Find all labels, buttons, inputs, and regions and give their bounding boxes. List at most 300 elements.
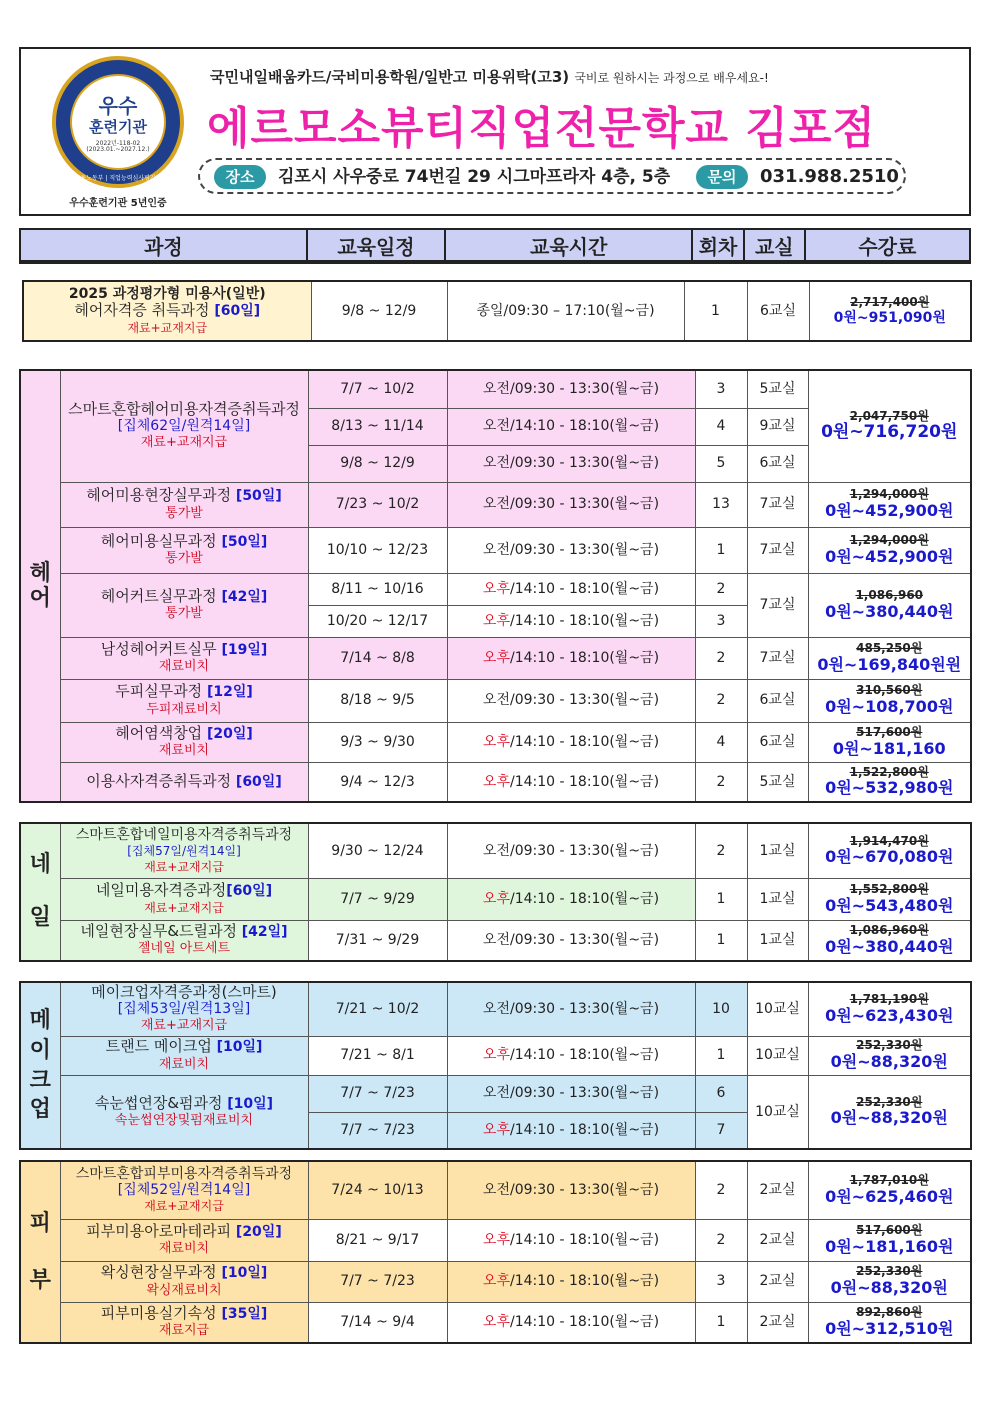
course-note: 왁싱재료비치 <box>146 1282 222 1298</box>
course-note: 통가발 <box>165 606 203 622</box>
column-header <box>19 228 971 264</box>
course-days: [10일] <box>216 1039 263 1056</box>
course-name-cell <box>60 1219 308 1261</box>
round-cell: 1 <box>695 1302 747 1343</box>
location-pill: 장소 <box>214 165 266 189</box>
course-days: [60일] <box>235 774 282 791</box>
schedule-cell: 8/11 ~ 10/16 <box>308 573 447 605</box>
schedule-cell: 9/8 ~ 12/9 <box>311 281 447 341</box>
col-fee: 수강료 <box>858 234 917 259</box>
fee-cell <box>808 920 971 961</box>
time-cell <box>447 1302 695 1343</box>
table-row <box>20 527 971 573</box>
round-cell: 2 <box>695 762 747 802</box>
old-price: 1,294,000원 <box>849 487 929 502</box>
course-name-cell <box>23 281 311 341</box>
fee-cell <box>808 527 971 573</box>
time-range: /09:30 - 13:30(월~금) <box>509 496 660 513</box>
course-note: 젤네일 아트세트 <box>137 941 231 957</box>
course-days: [10일] <box>221 1265 268 1282</box>
table-row <box>20 637 971 679</box>
time-range: /14:10 - 18:10(월~금) <box>509 1273 660 1290</box>
category-label: 헤어 <box>29 560 51 611</box>
schedule-cell: 9/8 ~ 12/9 <box>308 445 447 482</box>
course-note: 재료+교재지급 <box>127 320 208 335</box>
table-row <box>20 982 971 1036</box>
room-cell: 10교실 <box>747 982 808 1036</box>
course-name-cell <box>60 1302 308 1343</box>
new-price: 0원~88,320원 <box>830 1052 948 1072</box>
room-cell: 6교실 <box>747 445 808 482</box>
time-cell <box>447 527 695 573</box>
time-period: 오후 <box>482 1314 510 1331</box>
time-cell: 종일/09:30 – 17:10(월~금) <box>447 281 684 341</box>
new-price: 0원~670,080원 <box>825 847 954 867</box>
schedule-cell: 9/4 ~ 12/3 <box>308 762 447 802</box>
schedule-cell: 8/18 ~ 9/5 <box>308 679 447 722</box>
fee-cell <box>808 982 971 1036</box>
round-cell: 2 <box>695 637 747 679</box>
makeup-table <box>19 981 972 1150</box>
course-name-cell <box>60 722 308 762</box>
room-cell: 5교실 <box>747 762 808 802</box>
old-price: 517,600원 <box>856 1222 923 1237</box>
round-cell: 1 <box>695 920 747 961</box>
time-period: 오전 <box>482 932 510 949</box>
time-period: 오전 <box>482 1085 510 1102</box>
course-note: 재료+교재지급 <box>144 900 224 915</box>
fee-cell <box>809 281 971 341</box>
course-name: 헤어염색창업 <box>115 723 207 742</box>
table-row <box>20 1075 971 1112</box>
time-period: 오후 <box>482 1231 510 1248</box>
course-days: [집체57일/원격14일] <box>127 843 241 858</box>
new-price: 0원~951,090원 <box>833 309 946 326</box>
course-name-cell <box>60 920 308 961</box>
course-days: [60일] <box>226 883 273 900</box>
table-row <box>20 573 971 605</box>
round-cell: 10 <box>695 982 747 1036</box>
nail-table <box>19 822 972 962</box>
course-days: [35일] <box>221 1306 268 1323</box>
schedule-cell: 10/20 ~ 12/17 <box>308 605 447 637</box>
room-cell: 6교실 <box>747 281 809 341</box>
new-price: 0원~380,440원 <box>825 936 954 956</box>
time-cell <box>447 878 695 920</box>
room-cell: 2교실 <box>747 1219 808 1261</box>
room-cell: 10교실 <box>747 1036 808 1075</box>
course-name-cell <box>60 1261 308 1302</box>
course-name: 남성헤어커트실무 <box>100 639 222 658</box>
course-name-cell <box>60 370 308 482</box>
old-price: 1,294,000원 <box>849 532 929 547</box>
time-range: /14:10 - 18:10(월~금) <box>509 1047 660 1064</box>
badge-line2: 훈련기관 <box>89 118 147 136</box>
course-days: [50일] <box>235 488 282 505</box>
time-cell <box>447 408 695 445</box>
course-days: [집체62일/원격14일] <box>117 418 251 435</box>
col-time: 교육시간 <box>446 230 693 260</box>
time-range: /09:30 - 13:30(월~금) <box>509 1001 660 1018</box>
badge-arc-text: 고용노동부 | 직업능력심사평가원 <box>74 175 162 182</box>
time-cell <box>447 370 695 408</box>
course-name-cell <box>60 1075 308 1149</box>
course-days: [집체52일/원격14일] <box>117 1182 251 1199</box>
time-period: 오후 <box>482 1047 510 1064</box>
table-row <box>20 1261 971 1302</box>
old-price: 1,787,010원 <box>849 1173 929 1188</box>
badge-line4: (2023.01.~2027.12.) <box>86 146 150 153</box>
col-course: 과정 <box>21 230 308 260</box>
time-period: 오전 <box>482 381 510 398</box>
fee-cell <box>808 1261 971 1302</box>
round-cell: 4 <box>695 722 747 762</box>
course-days: [42일] <box>241 924 288 941</box>
time-range: /09:30 - 13:30(월~금) <box>509 932 660 949</box>
tagline-small: 국비로 원하시는 과정으로 배우세요-! <box>574 71 769 85</box>
room-cell: 1교실 <box>747 920 808 961</box>
schedule-cell: 7/21 ~ 10/2 <box>308 982 447 1036</box>
course-name: 스마트혼합네일미용자격증취득과정 <box>75 826 293 843</box>
table-row <box>20 762 971 802</box>
course-name: 이용사자격증취득과정 <box>86 772 236 791</box>
schedule-cell: 7/7 ~ 10/2 <box>308 370 447 408</box>
course-note: 재료비치 <box>158 1241 210 1257</box>
round-cell: 3 <box>695 1261 747 1302</box>
room-cell: 5교실 <box>747 370 808 408</box>
course-name: 왁싱현장실무과정 <box>100 1263 222 1282</box>
schedule-cell: 8/13 ~ 11/14 <box>308 408 447 445</box>
time-period: 오전 <box>482 842 510 859</box>
schedule-cell: 7/14 ~ 8/8 <box>308 637 447 679</box>
fee-cell <box>808 823 971 878</box>
course-name: 스마트혼합헤어미용자격증취득과정 <box>68 400 300 419</box>
course-days: [50일] <box>221 533 268 550</box>
room-cell: 7교실 <box>747 637 808 679</box>
badge-caption: 우수훈련기관 5년인증 <box>69 198 167 209</box>
old-price: 1,086,960원 <box>849 923 929 938</box>
round-cell: 2 <box>695 1161 747 1219</box>
course-note: 통가발 <box>165 551 203 567</box>
fee-cell <box>808 1075 971 1149</box>
table-row <box>20 482 971 527</box>
room-cell: 10교실 <box>747 1075 808 1149</box>
course-name: 두피실무과정 <box>115 682 207 701</box>
round-cell: 2 <box>695 823 747 878</box>
table-row <box>20 1161 971 1219</box>
course-days: [12일] <box>206 684 253 701</box>
course-name: 피부미용아로마테라피 <box>86 1221 236 1240</box>
course-name-cell <box>60 482 308 527</box>
table-row <box>20 878 971 920</box>
round-cell: 5 <box>695 445 747 482</box>
round-cell: 7 <box>695 1112 747 1149</box>
course-note: 재료지급 <box>158 1323 210 1339</box>
fee-cell <box>808 1161 971 1219</box>
schedule-cell: 7/21 ~ 8/1 <box>308 1036 447 1075</box>
time-cell <box>447 1112 695 1149</box>
course-name: 네일현장실무&드릴과정 <box>80 922 242 941</box>
time-range: /14:10 - 18:10(월~금) <box>509 418 660 435</box>
new-price: 0원~623,430원 <box>825 1005 954 1025</box>
round-cell: 1 <box>695 1036 747 1075</box>
time-cell <box>447 679 695 722</box>
course-days: [60일] <box>214 303 261 320</box>
old-price: 1,552,800원 <box>849 881 929 896</box>
room-cell: 7교실 <box>747 527 808 573</box>
room-cell: 7교실 <box>747 573 808 637</box>
time-cell <box>447 445 695 482</box>
time-period: 오전 <box>482 496 510 513</box>
room-cell: 1교실 <box>747 823 808 878</box>
new-price: 0원~108,700원 <box>825 697 954 717</box>
room-cell: 7교실 <box>747 482 808 527</box>
new-price: 0원~543,480원 <box>825 895 954 915</box>
time-range: /14:10 - 18:10(월~금) <box>509 733 660 750</box>
course-name-cell <box>60 762 308 802</box>
room-cell: 2교실 <box>747 1161 808 1219</box>
time-period: 오전 <box>482 692 510 709</box>
time-period: 오후 <box>482 773 510 790</box>
time-range: /09:30 - 13:30(월~금) <box>509 1085 660 1102</box>
old-price: 2,717,400원 <box>850 295 930 310</box>
tagline-main: 국민내일배움카드/국비미용학원/일반고 미용위탁(고3) <box>210 68 570 86</box>
badge-line3: 2022년-118-02 <box>95 140 141 147</box>
time-cell <box>447 823 695 878</box>
course-name: 2025 과정평가형 미용사(일반) <box>68 286 266 303</box>
course-name-cell <box>60 527 308 573</box>
course-note: 재료+교재지급 <box>140 1018 228 1034</box>
round-cell: 2 <box>695 1219 747 1261</box>
schedule-cell: 7/7 ~ 7/23 <box>308 1261 447 1302</box>
schedule-cell: 7/24 ~ 10/13 <box>308 1161 447 1219</box>
special-course-table <box>22 280 972 342</box>
old-price: 252,330원 <box>856 1094 923 1109</box>
time-period: 오후 <box>482 890 510 907</box>
course-name-cell <box>60 878 308 920</box>
round-cell: 2 <box>695 573 747 605</box>
table-row <box>20 370 971 408</box>
category-makeup <box>20 982 60 1149</box>
course-note: 재료+교재지급 <box>144 859 224 874</box>
old-price: 1,781,190원 <box>849 992 929 1007</box>
time-period: 오전 <box>482 455 510 472</box>
course-name: 피부미용실기속성 <box>100 1304 222 1323</box>
time-cell <box>447 1161 695 1219</box>
schedule-cell: 7/14 ~ 9/4 <box>308 1302 447 1343</box>
round-cell: 2 <box>695 679 747 722</box>
schedule-cell: 7/7 ~ 7/23 <box>308 1075 447 1112</box>
old-price: 485,250원 <box>856 640 923 655</box>
time-cell <box>447 762 695 802</box>
old-price: 892,860원 <box>856 1305 923 1320</box>
fee-cell <box>808 679 971 722</box>
course-name-cell <box>60 1036 308 1075</box>
course-name: 트랜드 메이크업 <box>105 1037 217 1056</box>
fee-cell <box>808 878 971 920</box>
schedule-cell: 7/31 ~ 9/29 <box>308 920 447 961</box>
course-name-cell <box>60 573 308 637</box>
fee-cell <box>808 482 971 527</box>
time-range: /09:30 - 13:30(월~금) <box>509 381 660 398</box>
table-row <box>23 281 971 341</box>
course-name: 속눈썹연장&펌과정 <box>94 1093 228 1112</box>
new-price: 0원~181,160원 <box>825 1236 954 1256</box>
table-row <box>20 1302 971 1343</box>
new-price: 0원~312,510원 <box>825 1318 954 1338</box>
hair-table <box>19 369 972 803</box>
round-cell: 1 <box>684 281 747 341</box>
room-cell: 2교실 <box>747 1302 808 1343</box>
course-subtitle: 헤어자격증 취득과정 <box>74 301 215 320</box>
time-period: 오전 <box>482 541 510 558</box>
course-name: 네일미용자격증과정 <box>95 881 227 900</box>
badge-line1: 우수 <box>98 94 138 118</box>
time-range: /09:30 - 13:30(월~금) <box>509 541 660 558</box>
old-price: 1,914,470원 <box>849 833 929 848</box>
old-price: 2,047,750원 <box>849 408 929 423</box>
course-name: 헤어커트실무과정 <box>100 586 222 605</box>
old-price: 252,330원 <box>856 1038 923 1053</box>
course-note: 재료비치 <box>158 659 210 675</box>
schedule-cell: 9/3 ~ 9/30 <box>308 722 447 762</box>
new-price: 0원~380,440원 <box>825 601 954 621</box>
time-period: 오전 <box>482 1182 510 1199</box>
time-range: /14:10 - 18:10(월~금) <box>509 649 660 666</box>
new-price: 0원~716,720원 <box>821 422 958 443</box>
time-range: /14:10 - 18:10(월~금) <box>509 612 660 629</box>
new-price: 0원~452,900원 <box>825 501 954 521</box>
course-days: [20일] <box>206 725 253 742</box>
schedule-cell: 9/30 ~ 12/24 <box>308 823 447 878</box>
time-range: /09:30 - 13:30(월~금) <box>509 1182 660 1199</box>
old-price: 252,330원 <box>856 1264 923 1279</box>
time-cell <box>447 573 695 605</box>
old-price: 310,560원 <box>856 683 923 698</box>
col-room: 교실 <box>745 230 806 260</box>
course-note: 두피재료비치 <box>146 701 222 717</box>
course-name-cell <box>60 637 308 679</box>
time-range: /14:10 - 18:10(월~금) <box>509 1122 660 1139</box>
round-cell: 13 <box>695 482 747 527</box>
course-name: 메이크업자격증과정(스마트) <box>91 983 277 1002</box>
fee-cell <box>808 1036 971 1075</box>
course-name-cell <box>60 1161 308 1219</box>
table-row <box>20 1036 971 1075</box>
table-row <box>20 722 971 762</box>
skin-table <box>19 1160 972 1344</box>
schedule-cell: 7/23 ~ 10/2 <box>308 482 447 527</box>
time-range: /14:10 - 18:10(월~금) <box>509 1231 660 1248</box>
table-row <box>20 679 971 722</box>
course-name: 스마트혼합피부미용자격증취득과정 <box>75 1166 293 1183</box>
category-nail <box>20 823 60 961</box>
course-days: [42일] <box>221 588 268 605</box>
round-cell: 6 <box>695 1075 747 1112</box>
round-cell: 4 <box>695 408 747 445</box>
room-cell: 1교실 <box>747 878 808 920</box>
time-period: 오후 <box>482 733 510 750</box>
time-cell <box>447 722 695 762</box>
time-period: 오전 <box>482 418 510 435</box>
time-cell <box>447 1075 695 1112</box>
room-cell: 6교실 <box>747 722 808 762</box>
old-price: 1,522,800원 <box>849 764 929 779</box>
fee-cell <box>808 1219 971 1261</box>
course-name-cell <box>60 823 308 878</box>
schedule-cell: 10/10 ~ 12/23 <box>308 527 447 573</box>
course-name: 헤어미용현장실무과정 <box>86 486 236 505</box>
col-round: 회차 <box>693 230 745 260</box>
category-label: 메이크업 <box>29 1008 51 1123</box>
col-schedule: 교육일정 <box>308 230 446 260</box>
course-note: 재료+교재지급 <box>144 1199 224 1214</box>
time-period: 오후 <box>482 580 510 597</box>
old-price: 1,086,960 <box>855 587 924 602</box>
time-cell <box>447 920 695 961</box>
course-note: 재료+교재지급 <box>140 435 228 451</box>
new-price: 0원~88,320원 <box>830 1108 948 1128</box>
school-name: 에르모소뷰티직업전문학교 김포점 <box>207 103 876 154</box>
course-note: 속눈썹연장및펌재료비치 <box>114 1112 254 1128</box>
course-name-cell <box>60 982 308 1036</box>
course-name: 헤어미용실무과정 <box>100 531 222 550</box>
category-label: 네일 <box>29 852 51 930</box>
new-price: 0원~169,840원원 <box>817 654 962 674</box>
address-bar <box>198 158 906 194</box>
time-cell <box>447 1219 695 1261</box>
excellent-institution-badge <box>52 56 184 188</box>
time-range: /14:10 - 18:10(월~금) <box>509 890 660 907</box>
fee-cell <box>808 762 971 802</box>
phone-number[interactable]: 031.988.2510 <box>760 166 899 187</box>
fee-cell <box>808 370 971 482</box>
course-note: 통가발 <box>165 505 203 521</box>
course-days: [20일] <box>235 1223 282 1240</box>
time-cell <box>447 605 695 637</box>
course-note: 재료비치 <box>158 1056 210 1072</box>
time-cell <box>447 637 695 679</box>
time-period: 오후 <box>482 612 510 629</box>
course-name-cell <box>60 679 308 722</box>
room-cell: 6교실 <box>747 679 808 722</box>
new-price: 0원~625,460원 <box>825 1186 954 1206</box>
time-range: /09:30 - 13:30(월~금) <box>509 692 660 709</box>
fee-cell <box>808 573 971 637</box>
time-period: 오후 <box>482 649 510 666</box>
round-cell: 3 <box>695 605 747 637</box>
fee-cell <box>808 1302 971 1343</box>
room-cell: 2교실 <box>747 1261 808 1302</box>
course-note: 재료비치 <box>158 743 210 759</box>
time-cell <box>447 1261 695 1302</box>
schedule-cell: 7/7 ~ 9/29 <box>308 878 447 920</box>
tagline <box>210 66 769 87</box>
time-cell <box>447 1036 695 1075</box>
course-days: [19일] <box>221 641 268 658</box>
round-cell: 1 <box>695 878 747 920</box>
table-row <box>20 1219 971 1261</box>
time-range: /09:30 - 13:30(월~금) <box>509 842 660 859</box>
course-days: [집체53일/원격13일] <box>117 1001 251 1018</box>
category-label: 피부 <box>29 1210 51 1293</box>
time-range: /09:30 - 13:30(월~금) <box>509 455 660 472</box>
badge-center <box>70 74 166 170</box>
time-range: /14:10 - 18:10(월~금) <box>509 580 660 597</box>
time-range: /14:10 - 18:10(월~금) <box>509 1314 660 1331</box>
time-period: 오후 <box>482 1273 510 1290</box>
course-days: [10일] <box>227 1095 274 1112</box>
